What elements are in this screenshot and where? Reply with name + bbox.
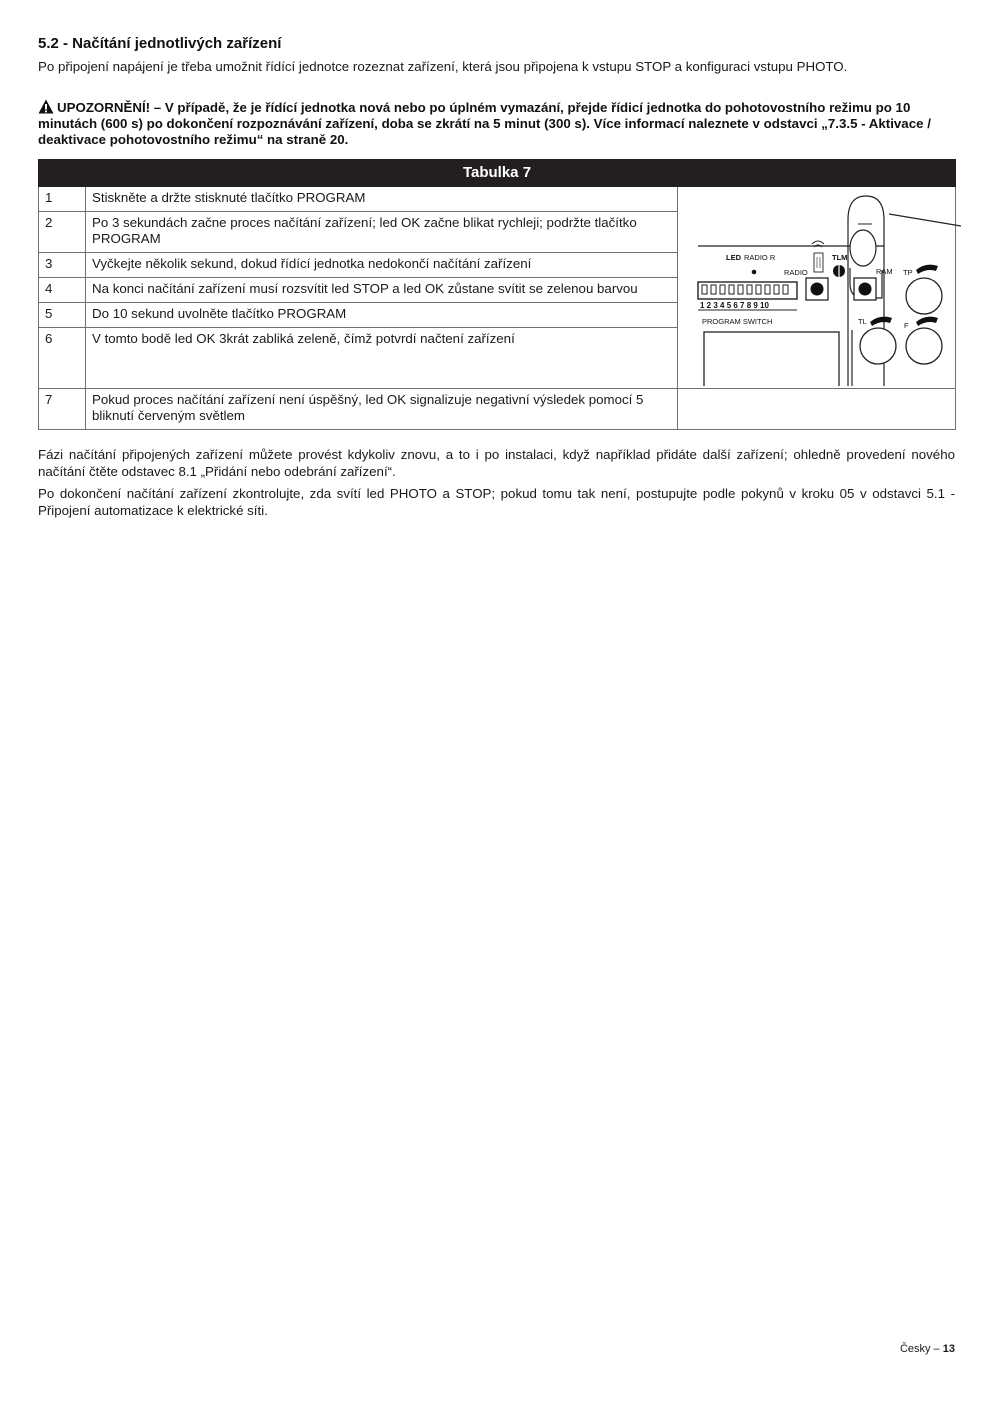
warning-text: UPOZORNĚNÍ! – V případě, že je řídící jednotka nová nebo po úplném vymazání, přejde řídicí jednotka do pohotovostního režimu po 10 minutách (600 s) po dokončení rozpoznávání zařízení, doba se zkrátí na 5 minut (300 s). Více informací naleznete v odstavci „7.3.5 - Aktivace / deaktivace pohotovostního režimu“ na straně 20. <box>38 100 931 147</box>
step-text: Stiskněte a držte stisknuté tlačítko PROGRAM <box>86 187 678 212</box>
footer-language: Česky – <box>899 1343 940 1355</box>
tl-label: TL <box>858 317 867 326</box>
warning-triangle-icon <box>38 99 54 114</box>
step-number: 4 <box>39 277 86 303</box>
led-dot-icon <box>752 270 757 275</box>
step-text: Pokud proces načítání zařízení není úspěšný, led OK signalizuje negativní výsledek pomocí 5 bliknutí červeným světlem <box>86 389 678 430</box>
steps-table <box>38 159 956 430</box>
step-number: 7 <box>39 389 86 430</box>
control-board-illustration <box>684 190 961 386</box>
table-title: Tabulka 7 <box>39 160 956 187</box>
step-text: Vyčkejte několik sekund, dokud řídící jednotka nedokončí načítání zařízení <box>86 252 678 277</box>
step-number: 6 <box>39 328 86 389</box>
radio-module-icon <box>814 253 823 272</box>
tp-label: TP <box>903 268 913 277</box>
step-text: V tomto bodě led OK 3krát zabliká zeleně, čímž potvrdí načtení zařízení <box>86 328 678 389</box>
table-row <box>39 389 956 430</box>
tlm-label: TLM <box>832 253 848 262</box>
step-number: 3 <box>39 252 86 277</box>
warning-note <box>38 99 956 148</box>
table-row <box>39 187 956 212</box>
paragraph: Po dokončení načítání zařízení zkontrolujte, zda svítí led PHOTO a STOP; pokud tomu tak není, postupujte podle pokynů v kroku 05 v odstavci 5.1 - Připojení automatizace k elektrické síti. <box>38 486 955 518</box>
f-knob[interactable] <box>906 328 942 364</box>
ram-label: RAM <box>876 267 893 276</box>
program-switch-label: PROGRAM SWITCH <box>702 317 773 326</box>
step-number: 1 <box>39 187 86 212</box>
step-text: Do 10 sekund uvolněte tlačítko PROGRAM <box>86 303 678 328</box>
empty-cell <box>678 389 956 430</box>
step-number: 5 <box>39 303 86 328</box>
step-number: 2 <box>39 211 86 252</box>
f-label: F <box>904 321 909 330</box>
paragraph: Fázi načítání připojených zařízení můžete provést kdykoliv znovu, a to i po instalaci, když například přidáte další zařízení; ohledně provedení nového načítání čtěte odstavec 8.1 „Přidání nebo odebrání zařízení“. <box>38 447 955 479</box>
led-label: LED <box>726 253 741 262</box>
display-area <box>704 332 839 386</box>
step-text: Po 3 sekundách začne proces načítání zařízení; led OK začne blikat rychleji; podržte tlačítko PROGRAM <box>86 211 678 252</box>
page-footer <box>900 1343 955 1355</box>
section-intro: Po připojení napájení je třeba umožnit řídící jednotce rozeznat zařízení, která jsou připojena k vstupu STOP a konfiguraci vstupu PHOTO. <box>38 59 848 74</box>
dip-numbers: 1 2 3 4 5 6 7 8 9 10 <box>700 301 769 310</box>
radio-label: RADIO <box>784 268 808 277</box>
page-number: 13 <box>942 1343 955 1355</box>
tl-knob[interactable] <box>860 328 896 364</box>
step-text: Na konci načítání zařízení musí rozsvítit led STOP a led OK zůstane svítit se zelenou barvou <box>86 277 678 303</box>
section-heading: 5.2 - Načítání jednotlivých zařízení <box>38 35 282 52</box>
control-board-diagram <box>678 187 956 389</box>
tp-knob[interactable] <box>906 278 942 314</box>
radio-r-label: RADIO R <box>744 253 776 262</box>
